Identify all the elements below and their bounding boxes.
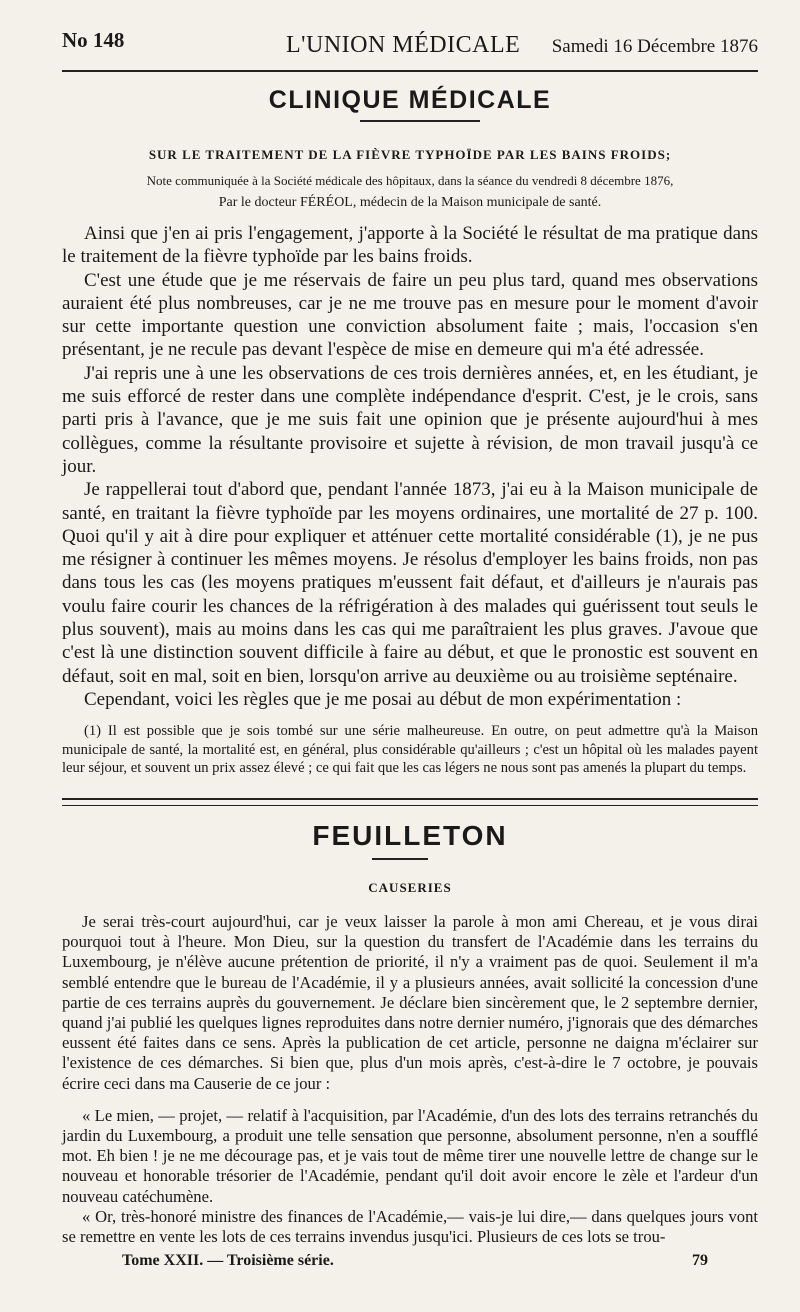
title-underline — [360, 120, 480, 122]
clinique-body — [62, 222, 758, 711]
header-rule — [62, 70, 758, 72]
running-head — [62, 22, 758, 62]
paragraph: « Le mien, — projet, — relatif à l'acquisition, par l'Académie, d'un des lots des terrains retranchés du jardin du Luxembourg, a produit une telle sensation que personne, absolument personne, n'en a soufflé mot. Eh bien ! je ne me décourage pas, et je vais tout de même tirer une nouvelle lettre de change sur le nouveau et honorable trésorier de l'Académie, pendant qu'il doit avoir encore le zèle et l'ardeur d'un nouveau catéchumène. — [62, 1105, 758, 1206]
footnote-text: (1) Il est possible que je sois tombé sur une série malheureuse. En outre, on peut admettre qu'à la Maison municipale de santé, la mortalité est, en général, plus considérable qu'ailleurs ; c'est un hôpital où les malades payent leur séjour, et souvent un prix assez élevé ; ce qui fait que les cas légers ne nous sont pas amenés la plupart du temps. — [62, 723, 758, 776]
feuilleton-subtitle: CAUSERIES — [368, 880, 452, 895]
paragraph: J'ai repris une à une les observations de ces trois dernières années, et, en les étudiant, je me suis efforcé de rester dans une complète indépendance d'esprit. C'est, je le crois, sans parti pris à l'avance, que je me suis fait une opinion que je présente aujourd'hui à mes collègues, comme la résultante provisoire et sujette à révision, de mon travail jusqu'à ce jour. — [62, 362, 758, 477]
article-note: Note communiquée à la Société médicale des hôpitaux, dans la séance du vendredi 8 décembre 1876, — [146, 173, 674, 188]
journal-title: L'UNION MÉDICALE — [286, 32, 521, 58]
feuilleton-body — [62, 912, 758, 1247]
issue-date: Samedi 16 Décembre 1876 — [551, 36, 758, 57]
section-divider — [62, 798, 758, 806]
paragraph: Cependant, voici les règles que je me posai au début de mon expérimentation : — [84, 688, 682, 710]
paragraph: « Or, très-honoré ministre des finances de l'Académie,— vais-je lui dire,— dans quelques jours vont se remettre en vente les lots de ces terrains invendus jusqu'ici. Plusieurs de ces lots se trou- — [62, 1206, 758, 1247]
issue-number: No 148 — [62, 28, 125, 52]
volume-label: Tome XXII. — Troisième série. — [122, 1252, 334, 1269]
paragraph: Je serai très-court aujourd'hui, car je veux laisser la parole à mon ami Chereau, et je vous dirai pourquoi tout à l'heure. Mon Dieu, sur la question du transfert de l'Académie dans les terrains du Luxembourg, je n'élève aucune prétention de priorité, il n'y a vraiment pas de quoi. Seulement il m'a semblé entendre que le bureau de l'Académie, il y a plusieurs années, avait sollicité la concession d'une partie de ces terrains auprès du gouvernement. Je déclare bien sincèrement que, le 2 septembre dernier, quand j'ai publié les quelques lignes reproduites dans notre dernier numéro, j'ignorais que des démarches eussent été faites dans ce sens. Après la publication de cet article, personne ne daigna m'éclairer sur l'existence de ces démarches. Si bien que, plus d'un mois après, c'est-à-dire le 7 octobre, je pouvais écrire ceci dans ma Causerie de ce jour : — [62, 912, 758, 1093]
paragraph: Ainsi que j'en ai pris l'engagement, j'apporte à la Société le résultat de ma pratique dans le traitement de la fièvre typhoïde par les bains froids. — [62, 223, 758, 268]
article-subtitle: SUR LE TRAITEMENT DE LA FIÈVRE TYPHOÏDE PAR LES BAINS FROIDS; — [148, 147, 672, 162]
feuilleton-underline — [372, 858, 428, 860]
footnote — [62, 722, 758, 778]
paragraph: C'est une étude que je me réservais de faire un peu plus tard, quand mes observations auraient été plus nombreuses, car je ne me trouve pas en mesure pour le moment d'avoir sur cette importante question une conviction absolument faite ; mais, l'occasion s'en présentant, je ne recule pas devant l'espèce de mise en demeure qui m'a été adressée. — [62, 269, 758, 361]
section-title-feuilleton: FEUILLETON — [312, 820, 508, 851]
paragraph: Je rappellerai tout d'abord que, pendant l'année 1873, j'ai eu à la Maison municipale de santé, en traitant la fièvre typhoïde par les moyens ordinaires, une mortalité de 27 p. 100. Quoi qu'il y ait à dire pour expliquer et atténuer cette mortalité considérable (1), je ne pus me résigner à continuer les mêmes moyens. Je résolus d'employer les bains froids, non pas dans tous les cas (les moyens pratiques m'eussent fait défaut, et d'ailleurs je n'aurais pas voulu faire courir les chances de la réfrigération à des malades qui guérissent tout seuls le plus souvent), mais au moins dans les cas qui me paraîtraient les plus graves. J'avoue que c'est là une distinction souvent difficile à faire au début, et que le pronostic est souvent en défaut, soit en mal, soit en bien, lorsqu'on arrive au deuxième ou au troisième septénaire. — [62, 479, 758, 687]
article-author: Par le docteur FÉRÉOL, médecin de la Maison municipale de santé. — [218, 195, 602, 210]
page-number: 79 — [692, 1252, 708, 1269]
page-footer — [62, 1252, 758, 1276]
section-title-clinique: CLINIQUE MÉDICALE — [268, 86, 552, 114]
